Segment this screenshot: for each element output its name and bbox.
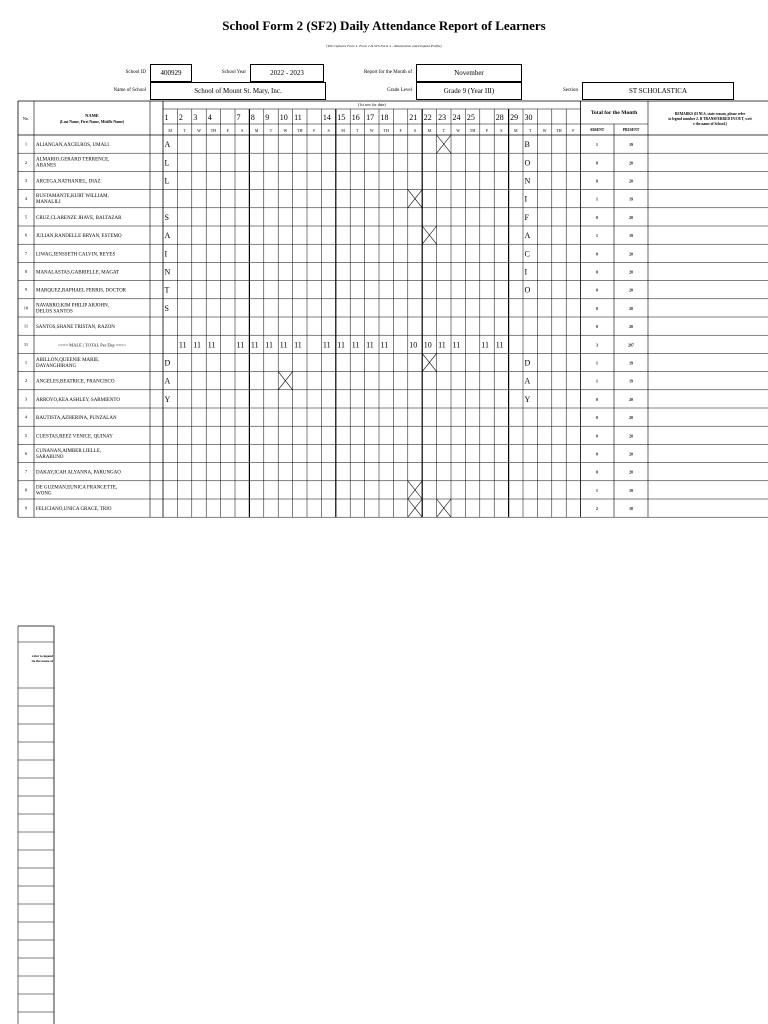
learner-name: DAKAY,ICAH ALYANNA, PARUNGAO [36, 470, 121, 476]
date-label: 14 [322, 113, 331, 122]
date-label: 11 [294, 113, 302, 122]
row-number: 7 [24, 250, 28, 256]
row-number: 5 [24, 214, 28, 220]
date-label: 7 [236, 113, 241, 122]
date-label: 24 [452, 113, 461, 122]
male-total-value: 11 [337, 340, 346, 350]
learner-name: JULIAN,RANDELLE BRYAN, ESTEMO [36, 234, 122, 240]
date-label: 15 [337, 113, 346, 122]
date-note: (1st row for date) [357, 102, 386, 107]
section-field[interactable]: ST SCHOLASTICA [582, 82, 734, 100]
male-total-value: 11 [380, 340, 389, 350]
male-total-absent: 3 [596, 343, 598, 348]
learner-name: MANALASTAS,GABRIELLE, MAGAT [36, 270, 120, 276]
row-number: 1 [24, 141, 28, 147]
name-header-sub: (Last Name, First Name, Middle Name) [59, 120, 125, 124]
learner-name: DE GUZMAN,EUNICA FRANCETTE, [36, 485, 118, 491]
attendance-letter: I [164, 249, 168, 259]
weekday-label: TH [383, 128, 389, 133]
attendance-letter: F [524, 212, 529, 222]
attendance-letter: I [524, 267, 528, 277]
male-total-value: 10 [423, 340, 432, 350]
weekday-label: W [456, 128, 461, 133]
date-label: 17 [366, 113, 375, 122]
absent-count: 0 [596, 270, 598, 275]
attendance-letter: A [524, 376, 531, 386]
absent-count: 0 [596, 416, 598, 421]
date-label: 21 [409, 113, 418, 122]
male-total-value: 11 [265, 340, 274, 350]
weekday-label: M [341, 128, 345, 133]
present-count: 19 [629, 379, 633, 384]
date-label: 25 [466, 113, 475, 122]
learner-name: ABILLON,QUEENIE MARIE, [36, 357, 100, 363]
row-number: 9 [24, 505, 28, 511]
form-title: School Form 2 (SF2) Daily Attendance Report of Learners [222, 18, 546, 33]
row-number: 9 [24, 287, 28, 293]
present-count: 20 [629, 215, 633, 220]
male-total-value: 11 [322, 340, 331, 350]
present-count: 20 [629, 288, 633, 293]
absent-count: 1 [596, 143, 598, 148]
date-label: 30 [524, 113, 533, 122]
absent-count: 1 [596, 361, 598, 366]
absent-count: 1 [596, 234, 598, 239]
row-number: 2 [24, 378, 28, 384]
weekday-label: W [369, 128, 374, 133]
absent-count: 0 [596, 306, 598, 311]
weekday-label: T [528, 128, 532, 133]
learner-name: ALIANGAN,AXCELROS, UMALI [36, 143, 109, 149]
present-count: 20 [629, 416, 633, 421]
male-total-label: <=== MALE | TOTAL Per Day ===> [57, 342, 127, 348]
row-number: 7 [24, 469, 28, 475]
weekday-label: S [413, 128, 417, 133]
male-total-value: 11 [366, 340, 374, 350]
present-count: 19 [629, 488, 633, 493]
absent-count: 1 [596, 197, 598, 202]
learner-name: ABANES [36, 163, 57, 169]
learner-name: NAVARRO,KIM PHILIP ARJOHN, [36, 303, 109, 309]
grade-level-field[interactable]: Grade 9 (Year III) [416, 82, 522, 100]
learner-name: ANGELES,BEATRICE, FRANCISCO [36, 379, 115, 385]
weekday-label: TH [469, 128, 476, 133]
report-month-label: Report for the Month of [363, 70, 412, 75]
row-number: 3 [24, 396, 28, 402]
absent-count: 0 [596, 452, 598, 457]
male-total-value: 11 [495, 340, 504, 350]
fragment-text: ite the name of [31, 659, 53, 663]
attendance-letter: S [164, 212, 169, 222]
form-subtitle: (This replaces Form 1, Form 2 & STS Form 4 - Absenteeism and Dropout Profile) [326, 44, 442, 48]
male-total-value: 11 [294, 340, 302, 350]
row-number: 1 [24, 360, 28, 365]
remarks-header: REMARKS (If NLS, state reason, please refer [674, 112, 746, 116]
male-total-value: 11 [193, 340, 202, 350]
attendance-letter: T [164, 285, 170, 295]
attendance-letter: I [524, 194, 528, 204]
learner-name: CRUZ,CLARENZE JHAVE, BALTAZAR [36, 215, 122, 221]
male-total-value: 11 [452, 340, 461, 350]
attendance-letter: A [164, 231, 171, 241]
date-label: 2 [178, 113, 183, 122]
male-total-value: 11 [207, 340, 216, 350]
fragment-text: refer to legend [32, 654, 53, 658]
total-header: Total for the Month [590, 110, 638, 116]
attendance-letter: D [164, 358, 171, 368]
row-number: 4 [24, 196, 28, 202]
weekday-label: W [542, 128, 547, 133]
absent-count: 0 [596, 325, 598, 330]
weekday-label: F [572, 128, 575, 133]
date-label: 9 [265, 113, 270, 122]
absent-count: 0 [596, 434, 598, 439]
attendance-letter: N [524, 176, 531, 186]
weekday-label: M [168, 128, 172, 133]
absent-count: 0 [596, 161, 598, 166]
weekday-label: TH [297, 128, 303, 133]
attendance-letter: A [524, 231, 531, 241]
row-number: 5 [24, 432, 28, 438]
date-label: 22 [423, 113, 432, 122]
present-header: PRESENT [622, 128, 640, 132]
date-label: 10 [279, 113, 288, 122]
row-number: 10 [23, 305, 29, 311]
absent-count: 0 [596, 215, 598, 220]
learner-name: ALMARIO,GERARD TERRENCE, [36, 157, 110, 163]
attendance-letter: B [524, 140, 530, 150]
attendance-letter: D [524, 358, 531, 368]
male-total-value: 11 [351, 340, 360, 350]
row-number: 8 [24, 269, 28, 274]
male-total-value: 10 [409, 340, 418, 350]
absent-header: ABSENT [589, 128, 605, 132]
attendance-letter: C [524, 249, 530, 259]
present-count: 20 [629, 252, 633, 257]
attendance-letter: A [164, 376, 171, 386]
row-number: 6 [24, 232, 28, 238]
weekday-label: T [356, 128, 359, 133]
weekday-label: S [327, 128, 330, 133]
learner-name: SANTOS,SHANE TRISTAN, RAZON [36, 325, 115, 331]
present-count: 20 [629, 397, 633, 402]
present-count: 20 [629, 161, 633, 166]
attendance-letter: N [164, 267, 171, 277]
male-total-value: 11 [250, 340, 259, 350]
learner-name: BUSTAMANTE,KURT WILLIAM, [36, 194, 109, 200]
present-count: 20 [629, 452, 633, 457]
name-header: NAME [85, 113, 99, 118]
absent-count: 0 [596, 470, 598, 475]
present-count: 20 [629, 306, 633, 311]
attendance-letter: Y [524, 394, 531, 404]
date-label: 8 [250, 113, 255, 122]
present-count: 19 [629, 361, 633, 366]
report-month-field[interactable]: November [416, 64, 522, 82]
attendance-letter: O [524, 158, 531, 168]
weekday-label: W [197, 128, 201, 133]
present-count: 19 [629, 143, 633, 148]
present-count: 19 [629, 234, 633, 239]
attendance-letter: A [164, 140, 171, 150]
weekday-label: M [514, 128, 518, 133]
present-count: 20 [629, 434, 633, 439]
learner-name: CUNANAN,AIMBER LIELLE, [36, 448, 102, 454]
present-count: 20 [629, 325, 633, 330]
male-total-value: 11 [178, 340, 187, 350]
school-name-label: Name of School [113, 88, 146, 93]
weekday-label: F [485, 128, 489, 133]
school-name-field[interactable]: School of Mount St. Mary, Inc. [150, 82, 326, 100]
male-total-present: 207 [628, 343, 634, 348]
remarks-header: e the name of School.) [693, 122, 727, 126]
present-count: 19 [629, 197, 633, 202]
no-header: No. [22, 116, 30, 121]
weekday-label: F [399, 128, 402, 133]
learner-name: DELOS SANTOS [36, 309, 73, 315]
absent-count: 1 [596, 488, 598, 493]
row-number: 2 [24, 159, 28, 165]
absent-count: 0 [596, 252, 598, 257]
absent-count: 1 [596, 379, 598, 384]
weekday-label: TH [210, 128, 217, 133]
absent-count: 0 [596, 288, 598, 293]
weekday-label: T [269, 128, 273, 133]
weekday-label: T [183, 128, 186, 133]
present-count: 20 [629, 470, 633, 475]
learner-name: LIWAG,JENSSETH CALVIN, REYES [36, 252, 116, 258]
weekday-label: W [283, 128, 288, 133]
weekday-label: T [442, 128, 446, 133]
date-label: 23 [438, 113, 447, 122]
row-number: 11 [23, 323, 29, 329]
learner-name: DAYANGHIRANG [36, 363, 77, 369]
remarks-header: to legend number 2. If TRANSFERRED IN/OUT, writ [668, 117, 752, 121]
male-total-value: 11 [279, 340, 288, 350]
grade-level-label: Grade Level [387, 88, 412, 93]
date-label: 3 [193, 113, 198, 122]
date-label: 16 [351, 113, 360, 122]
section-label: Section [563, 88, 578, 93]
absent-count: 2 [596, 507, 598, 512]
learner-name: MANALILI [36, 200, 61, 206]
learner-name: CUESTAS,REEZ VENICE, QUINAY [36, 434, 113, 440]
row-number: 3 [24, 178, 28, 183]
date-label: 4 [207, 113, 212, 122]
absent-count: 0 [596, 179, 598, 184]
weekday-label: TH [556, 128, 562, 133]
weekday-label: S [500, 128, 503, 133]
attendance-letter: L [164, 158, 170, 168]
present-count: 20 [629, 179, 633, 184]
weekday-label: S [241, 128, 244, 133]
date-label: 1 [164, 113, 169, 122]
weekday-label: M [254, 128, 259, 133]
learner-name: FELICIANO,UNICA GRACE, TRIO [36, 507, 112, 513]
attendance-letter: Y [164, 394, 171, 404]
male-total-value: 11 [481, 340, 490, 350]
school-year-label: School Year [221, 70, 246, 75]
learner-name: WONG [36, 491, 52, 497]
learner-name: ARROYO,KEA ASHLEY, SARMIENTO [36, 397, 120, 403]
school-id-field[interactable]: 400929 [150, 64, 192, 82]
male-total-value: 11 [438, 340, 446, 350]
weekday-label: F [226, 128, 229, 133]
learner-name: BAUTISTA,AZHERINA, PUNZALAN [36, 416, 117, 422]
school-id-label: School ID [125, 70, 146, 75]
present-count: 18 [629, 507, 633, 512]
school-year-field[interactable]: 2022 - 2023 [250, 64, 324, 82]
male-total-value: 11 [236, 340, 245, 350]
date-label: 28 [495, 113, 504, 122]
learner-name: MARQUEZ,RAPHAEL FERRIS, DOCTOR [36, 288, 127, 294]
date-label: 18 [380, 113, 389, 122]
attendance-letter: O [524, 285, 531, 295]
attendance-letter: S [164, 303, 169, 313]
absent-count: 0 [596, 397, 598, 402]
present-count: 20 [629, 270, 633, 275]
learner-name: SARABUNO [36, 454, 64, 460]
row-number: 11 [23, 341, 29, 347]
weekday-label: F [313, 128, 316, 133]
attendance-letter: L [164, 176, 170, 186]
row-number: 6 [24, 451, 28, 456]
row-number: 4 [24, 414, 28, 420]
learner-name: ARCEGA,NATHANIEL, DIAZ [36, 179, 101, 185]
date-label: 29 [510, 113, 519, 122]
weekday-label: M [427, 128, 432, 133]
row-number: 8 [24, 487, 28, 493]
